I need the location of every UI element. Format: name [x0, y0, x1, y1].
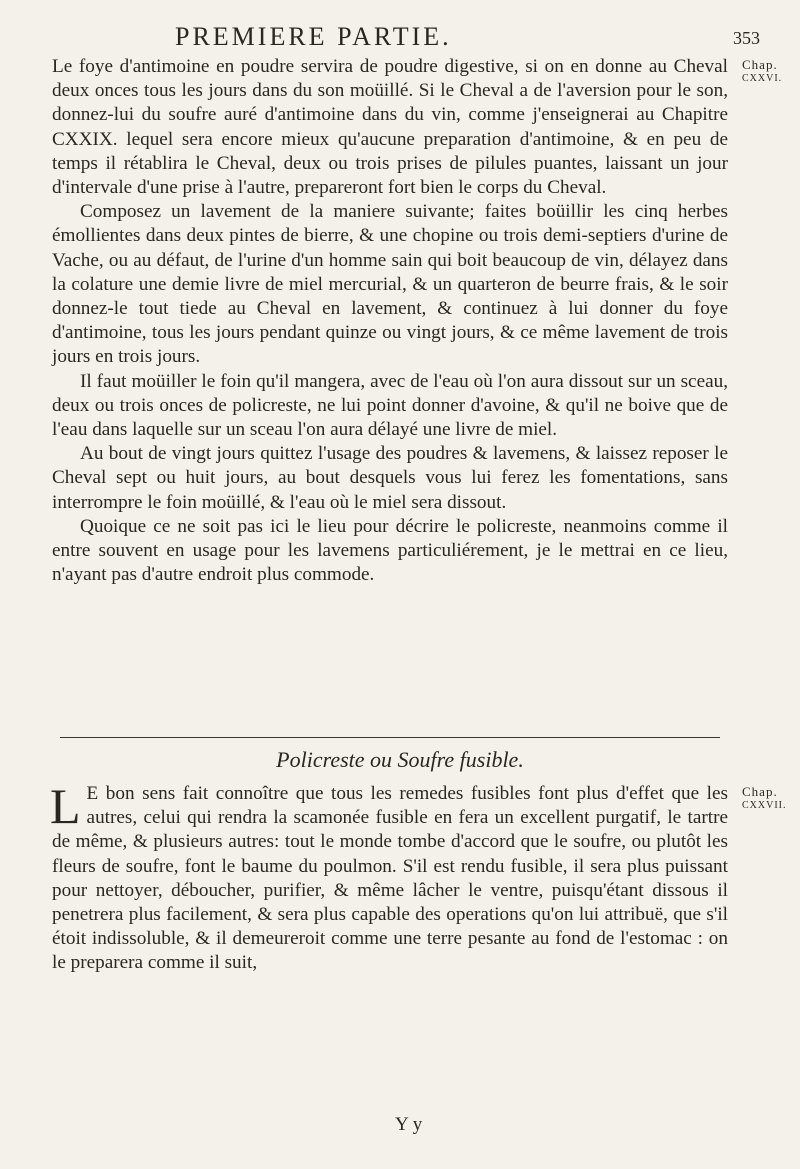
margin-note-chap: Chap.	[742, 57, 778, 72]
paragraph	[50, 778, 728, 976]
paragraph: Au bout de vingt jours quittez l'usage des poudres & lavemens, & laissez reposer le Cheval sept ou huit jours, au bout desquels vous lui ferez les fomentations, sans interrompre le foin moüillé, & l'eau où le miel sera dissout.	[52, 443, 728, 513]
paragraph-text: E bon sens fait connoître que tous les remedes fusibles font plus d'effet que les autres, celui qui rendra la scamonée fusible en fera un excellent purgatif, le tartre de même, & plusieurs autres: tout le monde tombe d'accord que le soufre, ou plutôt les fleurs de soufre, font le baume du poulmon. S'il est rendu fusible, il sera plus puissant pour nettoyer, déboucher, purifier, & même lâcher le ventre, puisqu'étant dissous il penetrera plus facilement, & sera plus capable des operations qu'on lui attribuë, que s'il étoit indissoluble, & il demeureroit comme une terre pesante au fond de l'estomac : on le preparera comme il suit,	[52, 783, 728, 974]
paragraph: Il faut moüiller le foin qu'il mangera, avec de l'eau où l'on aura dissout sur un sceau, deux ou trois onces de policreste, ne lui point donner d'avoine, & qu'il ne boive que de l'eau dans laquelle sur un sceau l'on aura délayé une livre de miel.	[52, 370, 728, 441]
paragraph: Quoique ce ne soit pas ici le lieu pour décrire le policreste, neanmoins comme il entre souvent en usage pour les lavemens particuliérement, je le mettrai en ce lieu, n'ayant pas d'autre endroit plus commode.	[52, 515, 728, 586]
margin-note-chap: Chap.	[742, 784, 778, 799]
section-title: Policreste ou Soufre fusible.	[276, 747, 524, 772]
section-text-block	[50, 778, 728, 976]
section-divider	[60, 737, 720, 738]
margin-note-number: CXXVI.	[742, 73, 783, 84]
paragraph: Composez un lavement de la maniere suivante; faites boüillir les cinq herbes émollientes dans deux pintes de bierre, & une chopine ou trois demi-septiers d'urine de Vache, ou au défaut, de l'urine d'un homme sain qui boit beaucoup de vin, délayez dans la colature une demie livre de miel mercurial, & un quarteron de beurre frais, & le soir donnez-le tout tiede au Cheval en lavement, & continuez à lui donner du foye d'antimoine, tous les jours pendant quinze ou vingt jours, & ce même lavement de trois jours en trois jours.	[52, 201, 728, 368]
margin-note-chapter-126	[742, 58, 798, 86]
running-head	[40, 22, 760, 52]
drop-cap: L	[50, 778, 81, 834]
signature-mark: Y y	[395, 1114, 423, 1135]
running-title: PREMIERE PARTIE.	[175, 22, 452, 51]
margin-note-chapter-127	[742, 785, 798, 813]
margin-note-number: CXXVII.	[742, 800, 787, 811]
page-number: 353	[733, 28, 760, 48]
main-text-block	[52, 55, 728, 587]
paragraph: Le foye d'antimoine en poudre servira de poudre digestive, si on en donne au Cheval deux onces tous les jours dans du son moüillé. Si le Cheval a de l'aversion pour le son, donnez-lui du soufre auré d'antimoine dans du vin, comme j'enseignerai au Chapitre CXXIX. lequel sera encore mieux qu'aucune preparation d'antimoine, & en peu de temps il rétablira le Cheval, deux ou trois prises de pilules puantes, laissant un jour d'intervale d'une prise à l'autre, prepareront fort bien le corps du Cheval.	[52, 56, 728, 199]
